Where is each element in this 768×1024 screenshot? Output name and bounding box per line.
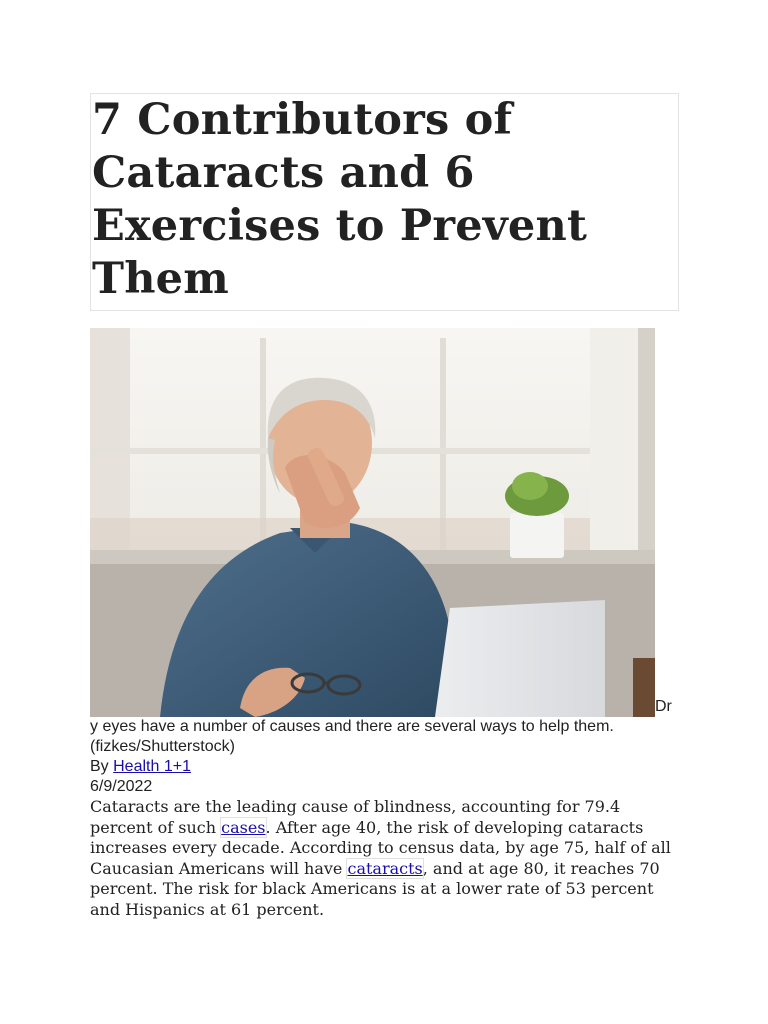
- photo-caption: y eyes have a number of causes and there are several ways to help them. (fizkes/Shutterstock): [90, 718, 614, 755]
- byline: [90, 757, 679, 777]
- body-text-1: Cataracts are the leading cause of blindness, accounting for 79.4 percent of such: [90, 797, 621, 837]
- hero-row: [90, 328, 679, 757]
- article-title: 7 Contributors of Cataracts and 6 Exercises to Prevent Them: [92, 95, 588, 304]
- article: [90, 93, 679, 920]
- article-body: [90, 797, 679, 920]
- cases-link[interactable]: cases: [221, 817, 266, 837]
- title-box: [90, 93, 679, 311]
- author-link[interactable]: Health 1+1: [113, 758, 191, 775]
- cataracts-link[interactable]: cataracts: [347, 858, 423, 878]
- body-text-2: . After age 40, the risk of developing cataracts increases every decade. According to census data, by age 75, half of all Caucasian Americans will have: [90, 817, 671, 878]
- photo-illustration: [90, 328, 655, 717]
- body-text-3: , and at age 80, it reaches 70 percent. The risk for black Americans is at a lower rate of 53 percent and Hispanics at 61 percent.: [90, 858, 660, 919]
- byline-prefix: By: [90, 758, 114, 775]
- man-rubbing-eye-photo: [90, 328, 655, 717]
- publish-date: 6/9/2022: [90, 778, 153, 795]
- photo-caption-start: Dr: [655, 698, 672, 715]
